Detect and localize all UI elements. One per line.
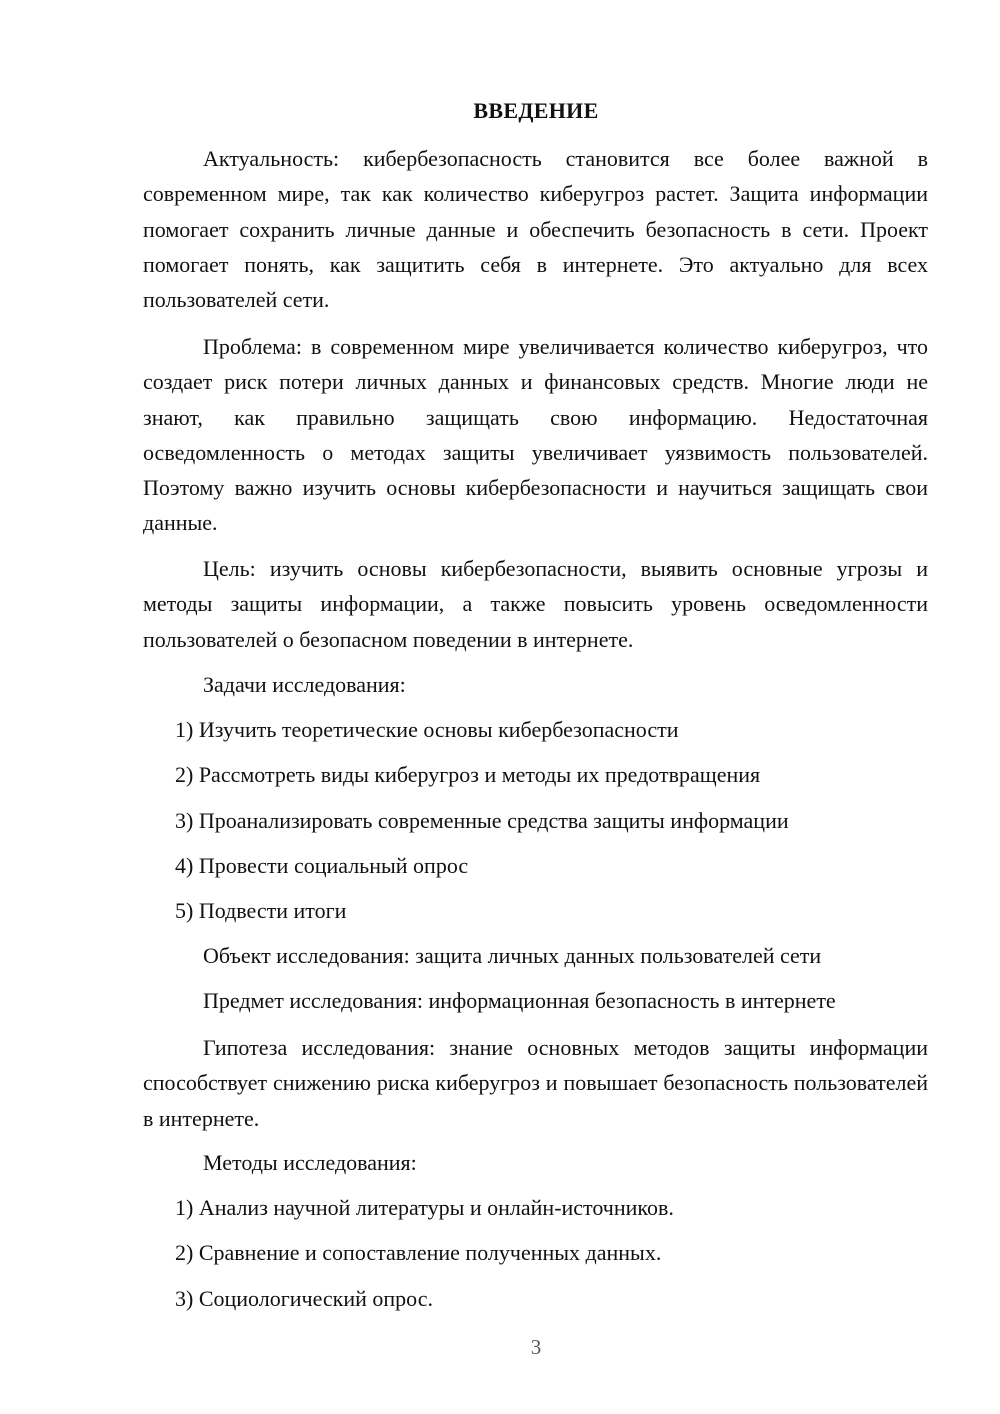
hypothesis-paragraph: Гипотеза исследования: знание основных методов защиты информации способствует снижению риска киберугроз и повышает безопасность пользователей в интернете. (143, 1035, 928, 1131)
research-subject: Предмет исследования: информационная безопасность в интернете (203, 988, 836, 1013)
problem-paragraph: Проблема: в современном мире увеличивается количество киберугроз, что создает риск потери личных данных и финансовых средств. Многие люди не знают, как правильно защищать свою информацию. Недостаточная осведомленность о методах защиты увеличивает уязвимость пользователей. Поэтому важно изучить основы кибербезопасности и научиться защищать свои данные. (143, 334, 928, 536)
page-number: 3 (530, 1335, 542, 1359)
methods-heading: Методы исследования: (203, 1150, 417, 1175)
method-item: 3) Социологический опрос. (175, 1286, 433, 1311)
research-object: Объект исследования: защита личных данных пользователей сети (203, 943, 822, 968)
goal-paragraph: Цель: изучить основы кибербезопасности, выявить основные угрозы и методы защиты информации, а также повысить уровень осведомленности пользователей о безопасном поведении в интернете. (143, 556, 928, 652)
task-item: 2) Рассмотреть виды киберугроз и методы их предотвращения (175, 762, 761, 787)
page-title: ВВЕДЕНИЕ (473, 98, 599, 123)
method-item: 2) Сравнение и сопоставление полученных данных. (175, 1240, 662, 1265)
task-item: 5) Подвести итоги (175, 898, 347, 923)
task-item: 4) Провести социальный опрос (175, 853, 469, 878)
relevance-paragraph: Актуальность: кибербезопасность становится все более важной в современном мире, так как количество киберугроз растет. Защита информации помогает сохранить личные данные и обеспечить безопасность в сети. Проект помогает понять, как защитить себя в интернете. Это актуально для всех пользователей сети. (143, 146, 928, 313)
method-item: 1) Анализ научной литературы и онлайн-источников. (175, 1195, 674, 1220)
task-item: 3) Проанализировать современные средства защиты информации (175, 808, 789, 833)
tasks-heading: Задачи исследования: (203, 672, 406, 697)
task-item: 1) Изучить теоретические основы кибербезопасности (175, 717, 679, 742)
